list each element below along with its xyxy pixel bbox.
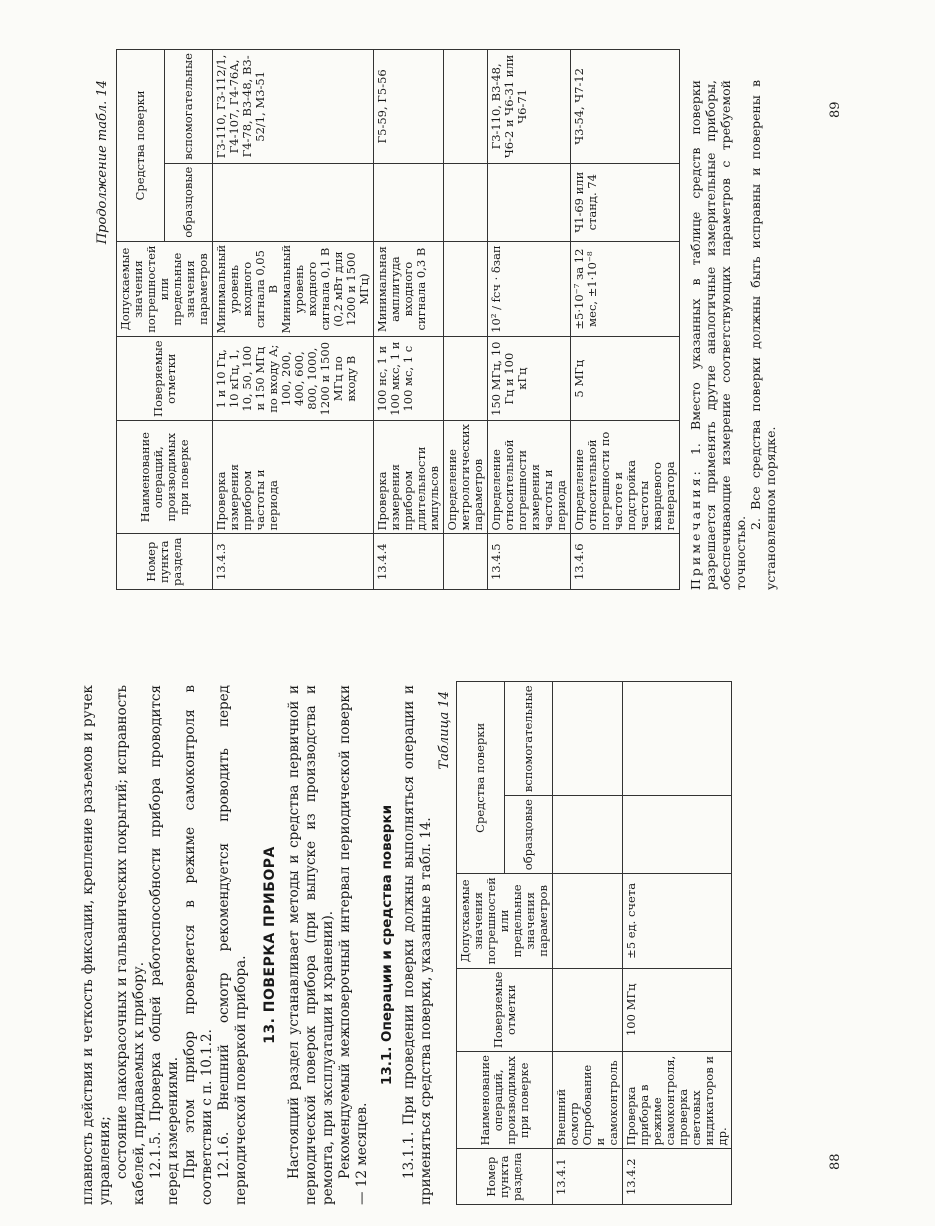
paragraph: 12.1.5. Проверка общей работоспособности прибора проводится перед измерениями. (148, 685, 181, 1205)
notes-label: Примечания: (688, 468, 703, 590)
cell-num: 13.4.5 (488, 534, 571, 590)
cell-name: Проверка измерения прибором частоты и периода (213, 420, 374, 534)
paragraph: 12.1.6. Внешний осмотр рекомендуется проводить перед периодической поверкой прибора. (216, 685, 249, 1205)
cell-marks: 100 нс, 1 и 100 мкс, 1 и 100 мс, 1 с (374, 337, 444, 421)
cell-reference (553, 796, 623, 874)
paragraph: Настоящий раздел устанавливает методы и средства первичной и периодической поверок прибора (при выпуске из производства и ремонта, при эксплуатации и хранении). (286, 685, 336, 1205)
col-reference: образцовые (505, 796, 553, 874)
cell-num: 13.4.2 (623, 1149, 732, 1205)
cell-tolerance (444, 241, 488, 337)
paragraph: При этом прибор проверяется в режиме самоконтроля в соответствии с п. 10.1.2. (182, 685, 215, 1205)
paragraph: состояние лакокрасочных и гальванических покрытий; исправность кабелей, придаваемых к прибору. (114, 685, 147, 1205)
cell-tolerance: Минимальная амплитуда входного сигнала 0,3 В (374, 241, 444, 337)
cell-tolerance (553, 874, 623, 968)
paragraph: Рекомендуемый межповерочный интервал периодической поверки — 12 месяцев. (337, 685, 370, 1205)
right-page (95, 53, 915, 590)
cell-name: Определение относительной погрешности по частоте и подстройка частоты кварцевого генератора (571, 420, 680, 534)
cell-auxiliary: Г3-110, Г3-112/1, Г4-107, Г4-76А, Г4-78, В3-48, В3-52/1, М3-51 (213, 50, 374, 164)
section-title: 13. ПОВЕРКА ПРИБОРА (262, 846, 278, 1044)
table-label: Таблица 14 (437, 691, 452, 770)
cell-auxiliary (553, 682, 623, 796)
cell-num (444, 534, 488, 590)
col-tolerance: Допускаемые значения погрешностей или предельные значения параметров (457, 874, 553, 968)
col-means: Средства поверки (117, 50, 165, 242)
cell-marks: 5 МГц (571, 337, 680, 421)
cell-reference (623, 796, 732, 874)
cell-auxiliary: Г5-59, Г5-56 (374, 50, 444, 164)
col-reference: образцовые (165, 163, 213, 241)
cell-auxiliary: Г3-110, В3-48, Ч6-2 и Ч6-31 или Ч6-71 (488, 50, 571, 164)
note-2: 2. Все средства поверки должны быть исправны и поверены в установленном порядке. (748, 80, 778, 590)
left-page (80, 685, 729, 1205)
cell-name: Проверка прибора в режиме самоконтроля, проверка световых индикаторов и др. (623, 1052, 732, 1149)
col-num: Номер пункта раздела (117, 534, 213, 590)
col-auxiliary: вспомогательные (165, 50, 213, 164)
cell-marks: 150 МГц, 10 Гц и 100 кГц (488, 337, 571, 421)
table-row (623, 682, 732, 1205)
note-1: 1. Вместо указанных в таблице средств поверки разрешается применять другие аналогичные измерительные приборы, обеспечивающие измерение соответствующих параметров с требуемой точностью. (688, 80, 748, 590)
col-auxiliary: вспомогательные (505, 682, 553, 796)
cell-name: Определение метрологических параметров (444, 420, 488, 534)
cell-num: 13.4.1 (553, 1149, 623, 1205)
col-marks: Поверяемые отметки (117, 337, 213, 421)
col-means: Средства поверки (457, 682, 505, 874)
cell-reference (488, 163, 571, 241)
col-marks: Поверяемые отметки (457, 968, 553, 1052)
col-num: Номер пункта раздела (457, 1149, 553, 1205)
cell-marks (553, 968, 623, 1052)
col-name: Наименование операций, производимых при поверке (457, 1052, 553, 1149)
cell-num: 13.4.4 (374, 534, 444, 590)
cell-reference (213, 163, 374, 241)
cell-marks: 100 МГц (623, 968, 732, 1052)
paragraph: 13.1.1. При проведении поверки должны выполняться операции и применяться средства поверки, указанные в табл. 14. (401, 685, 434, 1205)
page-number-left: 88 (828, 1153, 843, 1170)
cell-num: 13.4.3 (213, 534, 374, 590)
cell-reference: Ч1-69 или станд. 74 (571, 163, 680, 241)
cell-auxiliary: Ч3-54, Ч7-12 (571, 50, 680, 164)
cell-marks: 1 и 10 Гц, 10 кГц, 1, 10, 50, 100 и 150 МГц по входу А; 100, 200, 400, 600, 800, 1000, 1200 и 1500 МГц по входу В (213, 337, 374, 421)
col-tolerance: Допускаемые значения погрешностей или предельные значения параметров (117, 241, 213, 337)
cell-tolerance: ±5·10⁻⁷ за 12 мес, ±1·10⁻⁸ (571, 241, 680, 337)
cell-reference (374, 163, 444, 241)
paragraph: плавность действия и четкость фиксации, крепление разъемов и ручек управления; (80, 685, 113, 1205)
notes (688, 80, 778, 590)
table-row (444, 50, 488, 590)
cell-auxiliary (444, 50, 488, 164)
continuation-label: Продолжение табл. 14 (95, 80, 110, 245)
cell-num: 13.4.6 (571, 534, 680, 590)
cell-tolerance: Минимальный уровень входного сигнала 0,05 В Минимальный уровень входного сигнала 0,1 В (0,2 мВт для 1200 и 1500 МГц) (213, 241, 374, 337)
table-row (553, 682, 623, 1205)
cell-name: Определение относительной погрешности измерения частоты и периода (488, 420, 571, 534)
table-row (213, 50, 374, 590)
intro-text (80, 685, 250, 1205)
cell-reference (444, 163, 488, 241)
cell-auxiliary (623, 682, 732, 796)
table-14 (456, 681, 732, 1205)
cell-name: Внешний осмотр Опробование и самоконтроль (553, 1052, 623, 1149)
table-row (374, 50, 444, 590)
page-number-right: 89 (828, 101, 843, 118)
col-name: Наименование операций, производимых при поверке (117, 420, 213, 534)
subsection-title: 13.1. Операции и средства поверки (379, 804, 395, 1086)
table-14-continued (116, 49, 680, 590)
table-row (488, 50, 571, 590)
cell-name: Проверка измерения прибором длительности импульсов (374, 420, 444, 534)
cell-tolerance: ±5 ед. счета (623, 874, 732, 968)
cell-tolerance: 10² / fсч · δзап (488, 241, 571, 337)
cell-marks (444, 337, 488, 421)
table-row (571, 50, 680, 590)
